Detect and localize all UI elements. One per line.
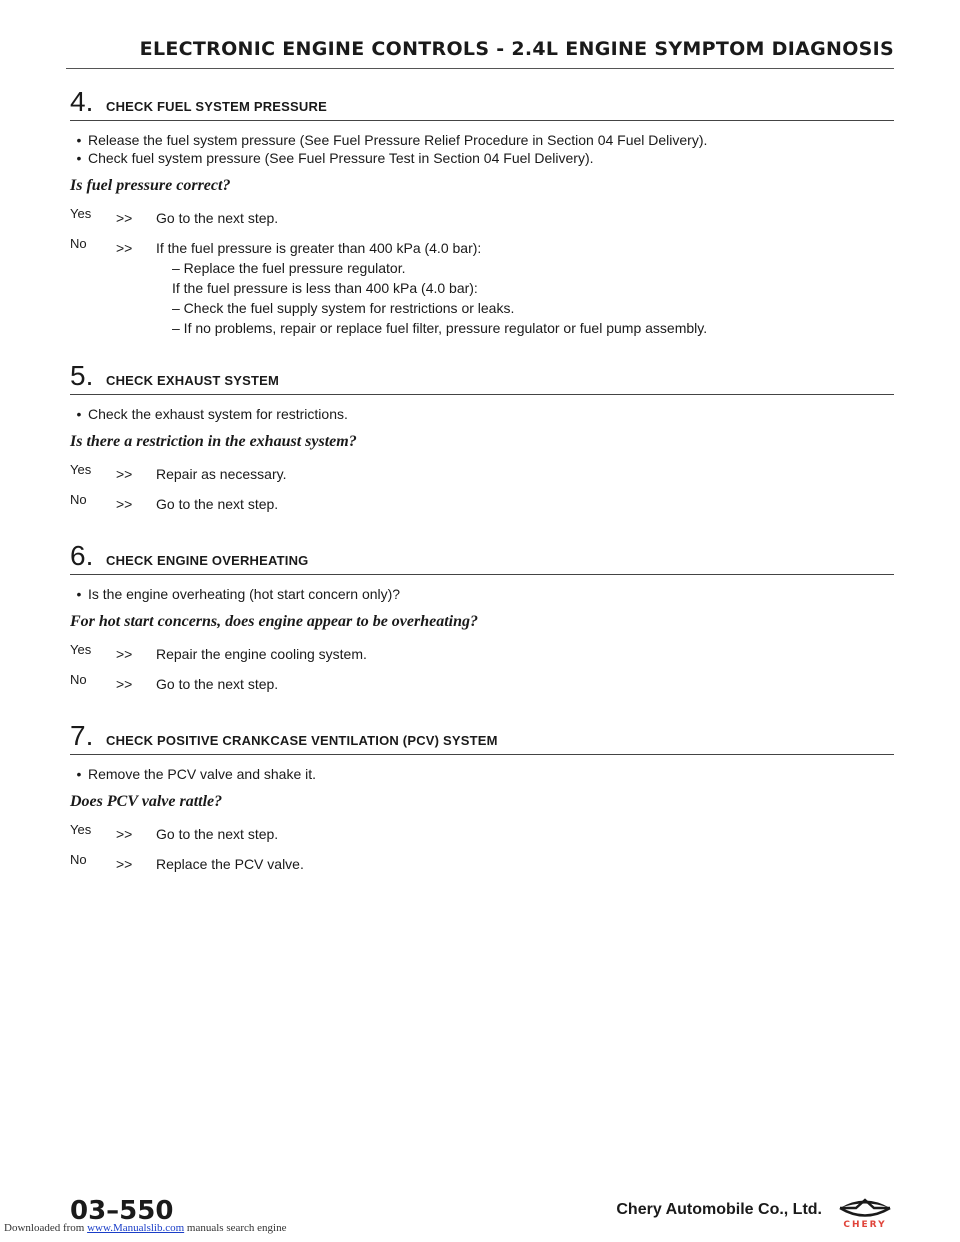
step-6 <box>70 542 894 695</box>
arrow: >> <box>116 676 133 692</box>
step-divider <box>70 120 894 121</box>
answer-text: Replace the PCV valve. <box>156 856 304 872</box>
arrow: >> <box>116 240 133 256</box>
answer-no <box>70 852 894 875</box>
step-heading <box>70 542 894 574</box>
answer-label: Yes <box>70 462 92 477</box>
step-title: CHECK FUEL SYSTEM PRESSURE <box>106 99 327 114</box>
arrow: >> <box>116 856 133 872</box>
arrow: >> <box>116 646 133 662</box>
answer-label: Yes <box>70 822 92 837</box>
bullet-icon: • <box>76 766 82 782</box>
arrow: >> <box>116 210 133 226</box>
step-title: CHECK EXHAUST SYSTEM <box>106 373 280 388</box>
question: For hot start concerns, does engine appear to be overheating? <box>70 613 479 630</box>
list-item: • Is the engine overheating (hot start concern only)? <box>70 585 894 603</box>
bullet-list <box>70 585 894 603</box>
step-heading <box>70 88 894 120</box>
question: Is fuel pressure correct? <box>70 177 231 194</box>
step-7 <box>70 722 894 875</box>
step-number: 4. <box>70 86 94 117</box>
answer-yes <box>70 642 894 665</box>
answer-label: Yes <box>70 206 92 221</box>
question: Is there a restriction in the exhaust system? <box>70 433 357 450</box>
step-5 <box>70 362 894 515</box>
step-number: 6. <box>70 540 94 571</box>
arrow: >> <box>116 496 133 512</box>
answer-text: If the fuel pressure is greater than 400 kPa (4.0 bar): <box>156 240 482 256</box>
step-divider <box>70 754 894 755</box>
answer-yes <box>70 462 894 485</box>
step-divider <box>70 574 894 575</box>
step-4 <box>70 88 894 339</box>
arrow: >> <box>116 466 133 482</box>
bullet-list <box>70 765 894 783</box>
answer-text: If the fuel pressure is less than 400 kPa (4.0 bar): <box>172 280 478 296</box>
step-title: CHECK ENGINE OVERHEATING <box>106 553 309 568</box>
step-heading <box>70 362 894 394</box>
answer-yes <box>70 206 894 229</box>
answer-text: Go to the next step. <box>156 826 279 842</box>
bullet-list <box>70 131 894 167</box>
answer-no <box>70 492 894 515</box>
list-item: • Remove the PCV valve and shake it. <box>70 765 894 783</box>
answer-text: Go to the next step. <box>156 210 279 226</box>
bullet-icon: • <box>76 586 82 602</box>
download-note: Downloaded from www.Manualslib.com manuals search engine <box>4 1222 287 1234</box>
step-number: 5. <box>70 360 94 391</box>
step-number: 7. <box>70 720 94 751</box>
list-item: • Check the exhaust system for restrictions. <box>70 405 894 423</box>
answer-label: No <box>70 236 87 251</box>
chery-logo-icon <box>834 1195 896 1229</box>
company-name: Chery Automobile Co., Ltd. <box>616 1201 822 1218</box>
manualslib-link[interactable]: www.Manualslib.com <box>87 1222 185 1234</box>
answer-text: Go to the next step. <box>156 496 279 512</box>
step-title: CHECK POSITIVE CRANKCASE VENTILATION (PCV) SYSTEM <box>106 733 498 748</box>
question: Does PCV valve rattle? <box>70 793 223 810</box>
answer-yes <box>70 822 894 845</box>
logo-text: CHERY <box>843 1220 887 1229</box>
answer-label: No <box>70 492 87 507</box>
answer-text: – Replace the fuel pressure regulator. <box>172 260 406 276</box>
answer-text: – Check the fuel supply system for restrictions or leaks. <box>172 300 515 316</box>
answer-label: No <box>70 852 87 867</box>
bullet-list <box>70 405 894 423</box>
bullet-icon: • <box>76 406 82 422</box>
answer-text: Repair the engine cooling system. <box>156 646 367 662</box>
arrow: >> <box>116 826 133 842</box>
answer-no <box>70 236 894 339</box>
answer-text: Repair as necessary. <box>156 466 287 482</box>
list-item: • Check fuel system pressure (See Fuel Pressure Test in Section 04 Fuel Delivery). <box>70 149 894 167</box>
step-divider <box>70 394 894 395</box>
answer-label: Yes <box>70 642 92 657</box>
bullet-icon: • <box>76 132 82 148</box>
answer-text: Go to the next step. <box>156 676 279 692</box>
header-divider <box>66 68 894 69</box>
page-header: ELECTRONIC ENGINE CONTROLS - 2.4L ENGINE SYMPTOM DIAGNOSIS <box>139 38 894 60</box>
answer-label: No <box>70 672 87 687</box>
page-number: 03–550 <box>70 1196 174 1226</box>
answer-no <box>70 672 894 695</box>
list-item: • Release the fuel system pressure (See Fuel Pressure Relief Procedure in Section 04 Fuel Delivery). <box>70 131 894 149</box>
answer-text: – If no problems, repair or replace fuel filter, pressure regulator or fuel pump assembly. <box>172 320 708 336</box>
step-heading <box>70 722 894 754</box>
bullet-icon: • <box>76 150 82 166</box>
